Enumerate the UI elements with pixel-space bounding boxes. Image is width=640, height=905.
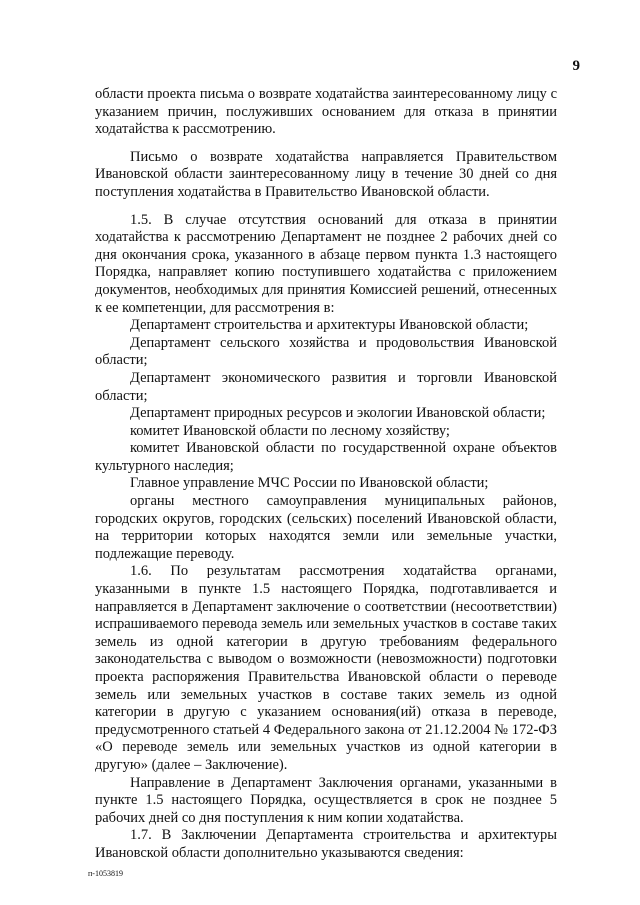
paragraph-continuation: области проекта письма о возврате ходатайства заинтересованному лицу с указанием причин, послуживших основанием для отказа в принятии ходатайства к рассмотрению. bbox=[95, 86, 557, 138]
page-number: 9 bbox=[572, 58, 580, 74]
paragraph-1-7: 1.7. В Заключении Департамента строительства и архитектуры Ивановской области дополнительно указываются сведения: bbox=[95, 827, 557, 861]
list-item-forestry-committee: комитет Ивановской области по лесному хозяйству; bbox=[130, 422, 450, 439]
list-item-emergency-ministry: Главное управление МЧС России по Ивановской области; bbox=[130, 475, 489, 492]
paragraph-1-6: 1.6. По результатам рассмотрения ходатайства органами, указанными в пункте 1.5 настоящего Порядка, подготавливается и направляется в Департамент заключение о соответствии (несоответствии) испрашиваемого перевода земель или земельных участков в составе таких земель из одной категории в другую требованиям федерального законодательства с выводом о возможности (невозможности) подготовки проекта распоряжения Правительства Ивановской области о переводе земель или земельных участков в составе таких земель из одной категории в другую с указанием основания(ий) отказа в переводе, предусмотренного статьей 4 Федерального закона от 21.12.2004 № 172-ФЗ «О переводе земель или земельных участков из одной категории в другую» (далее – Заключение). bbox=[95, 563, 557, 773]
document-code: п-1053819 bbox=[88, 869, 123, 878]
document-body bbox=[95, 86, 557, 863]
list-item-economic-dept: Департамент экономического развития и торговли Ивановской области; bbox=[95, 369, 557, 404]
list-item-construction-dept: Департамент строительства и архитектуры Ивановской области; bbox=[130, 317, 529, 334]
paragraph-return-letter: Письмо о возврате ходатайства направляется Правительством Ивановской области заинтересованному лицу в течение 30 дней со дня поступления ходатайства в Правительство Ивановской области. bbox=[95, 148, 557, 200]
list-item-local-authorities: органы местного самоуправления муниципальных районов, городских округов, городских (сельских) поселений Ивановской области, на территории которых находятся земли или земельные участки, подлежащие переводу. bbox=[95, 493, 557, 562]
list-item-agriculture-dept: Департамент сельского хозяйства и продовольствия Ивановской области; bbox=[95, 334, 557, 369]
list-item-natural-resources-dept: Департамент природных ресурсов и экологии Ивановской области; bbox=[130, 405, 546, 422]
paragraph-conclusion-direction: Направление в Департамент Заключения органами, указанными в пункте 1.5 настоящего Порядка, осуществляется в срок не позднее 5 рабочих дней со дня поступления к ним копии ходатайства. bbox=[95, 774, 557, 826]
list-item-heritage-committee: комитет Ивановской области по государственной охране объектов культурного наследия; bbox=[95, 440, 557, 474]
paragraph-1-5: 1.5. В случае отсутствия оснований для отказа в принятии ходатайства к рассмотрению Департамент не позднее 2 рабочих дней со дня окончания срока, указанного в абзаце первом пункта 1.3 настоящего Порядка, направляет копию поступившего ходатайства с приложением документов, необходимых для принятия Комиссией решений, отнесенных к ее компетенции, для рассмотрения в: bbox=[95, 211, 557, 316]
